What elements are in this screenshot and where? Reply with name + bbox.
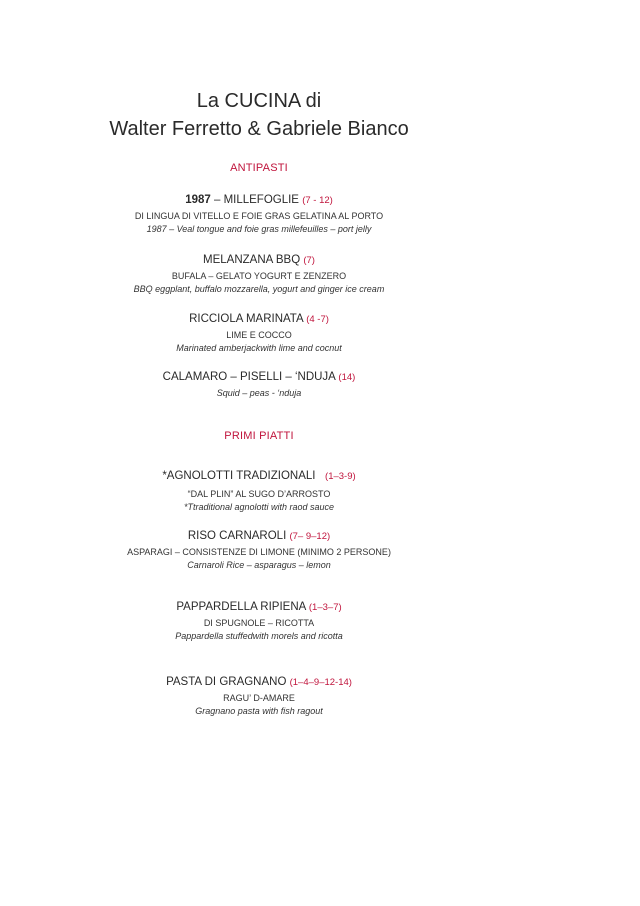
dish-allergens: (7– 9–12) — [289, 531, 331, 542]
dish-allergens: (7) — [303, 255, 315, 266]
dish-allergens: (1–4–9–12-14) — [289, 677, 352, 688]
dish-description: “DAL PLIN” AL SUGO D’ARROSTO — [187, 489, 331, 499]
dish-name — [0, 312, 518, 327]
dish-name-bold: 1987 — [185, 194, 211, 206]
menu-title-line-1: La CUCINA di — [196, 90, 322, 112]
dish-ricciola-marinata — [0, 312, 518, 355]
dish-millefoglie — [0, 193, 518, 236]
dish-allergens: (1–3-9) — [325, 471, 356, 482]
dish-calamaro — [0, 370, 518, 400]
dish-name-text: *AGNOLOTTI TRADIZIONALI — [162, 470, 326, 482]
dish-allergens: (1–3–7) — [308, 602, 342, 613]
dish-name-text: PAPPARDELLA RIPIENA — [176, 601, 309, 613]
dish-name — [0, 675, 518, 690]
dish-name-text: CALAMARO – PISELLI – ‘NDUJA — [162, 371, 339, 383]
dish-description: DI SPUGNOLE – RICOTTA — [203, 618, 315, 628]
dish-name — [0, 600, 518, 615]
section-heading-antipasti: ANTIPASTI — [230, 162, 288, 174]
dish-name — [0, 469, 518, 484]
dish-name-text: – MILLEFOGLIE — [210, 194, 303, 206]
dish-english: BBQ eggplant, buffalo mozzarella, yogurt and ginger ice cream — [133, 284, 385, 294]
section-heading-primi: PRIMI PIATTI — [224, 430, 294, 442]
dish-description: BUFALA – GELATO YOGURT E ZENZERO — [171, 271, 347, 281]
dish-description: LIME E COCCO — [226, 330, 292, 340]
dish-allergens: (7 - 12) — [302, 195, 333, 206]
dish-pasta-gragnano — [0, 675, 518, 718]
dish-melanzana-bbq — [0, 253, 518, 296]
dish-pappardella-ripiena — [0, 600, 518, 643]
dish-name — [0, 529, 518, 544]
dish-english: Gragnano pasta with fish ragout — [195, 706, 323, 716]
dish-english: Squid – peas - ‘nduja — [216, 388, 302, 398]
dish-name — [0, 193, 518, 208]
dish-name-text: PASTA DI GRAGNANO — [166, 676, 290, 688]
dish-allergens: (14) — [338, 372, 356, 383]
menu-title-line-2: Walter Ferretto & Gabriele Bianco — [109, 118, 409, 140]
dish-description: ASPARAGI – CONSISTENZE DI LIMONE (MINIMO 2 PERSONE) — [127, 547, 391, 557]
dish-english: Pappardella stuffedwith morels and ricotta — [175, 631, 343, 641]
dish-english: 1987 – Veal tongue and foie gras millefeuilles – port jelly — [146, 224, 372, 234]
dish-english: Marinated amberjackwith lime and cocnut — [176, 343, 342, 353]
dish-name — [0, 253, 518, 268]
dish-description: RAGU’ D-AMARE — [223, 693, 295, 703]
dish-english: Carnaroli Rice – asparagus – lemon — [187, 560, 331, 570]
dish-riso-carnaroli — [0, 529, 518, 572]
dish-name-text: RICCIOLA MARINATA — [189, 313, 307, 325]
dish-description: DI LINGUA DI VITELLO E FOIE GRAS GELATINA AL PORTO — [134, 211, 384, 221]
dish-english: *Ttraditional agnolotti with raod sauce — [183, 502, 335, 512]
dish-name-text: MELANZANA BBQ — [203, 254, 304, 266]
dish-name-text: RISO CARNAROLI — [187, 530, 290, 542]
dish-allergens: (4 -7) — [306, 314, 329, 325]
dish-agnolotti — [0, 469, 518, 514]
dish-name — [0, 370, 518, 385]
